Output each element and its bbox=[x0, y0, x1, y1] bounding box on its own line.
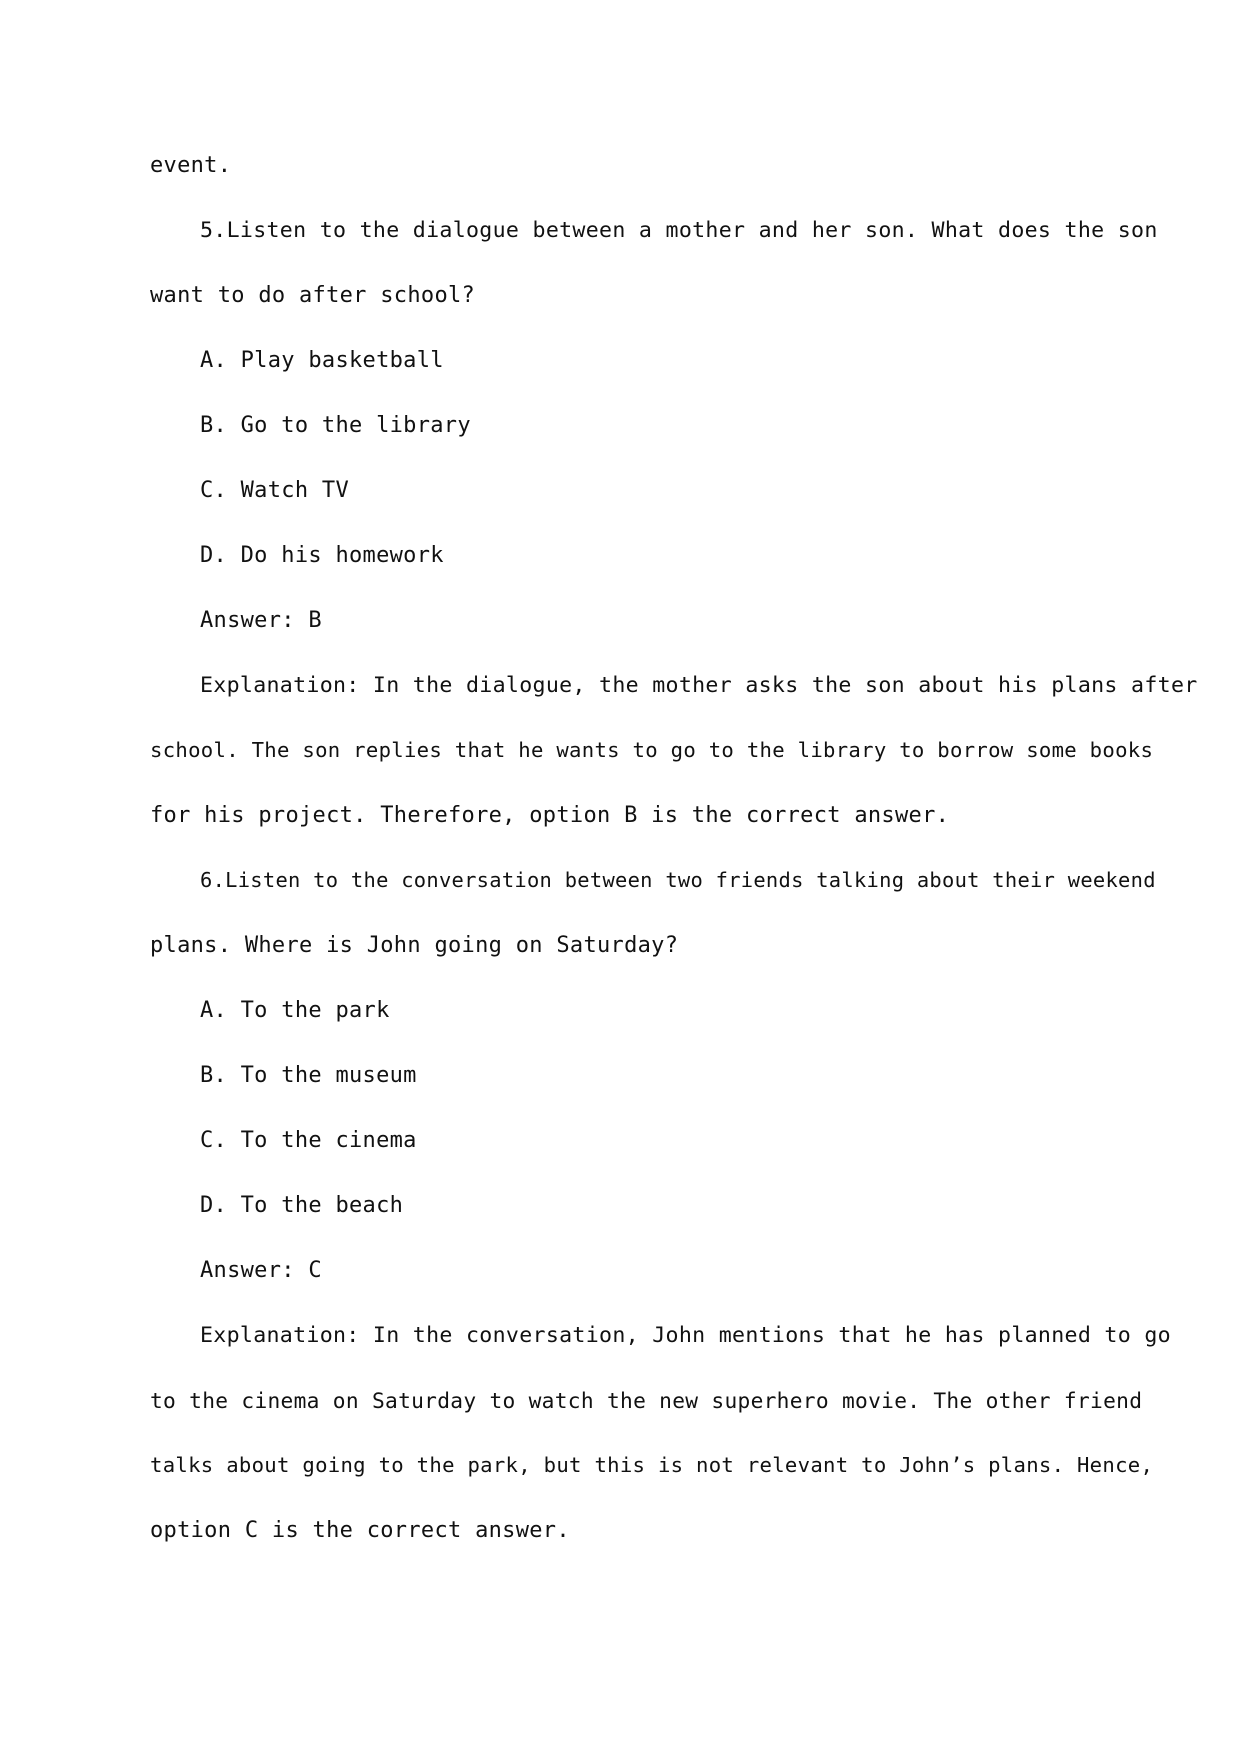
question-6-explanation: Explanation: In the conversation, John mentions that he has planned to go bbox=[200, 1323, 1171, 1348]
question-5-explanation: Explanation: In the dialogue, the mother asks the son about his plans after bbox=[200, 673, 1198, 698]
question-6-explanation-cont: to the cinema on Saturday to watch the new superhero movie. The other friend bbox=[150, 1388, 1143, 1413]
question-5-explanation-cont: school. The son replies that he wants to go to the library to borrow some books bbox=[150, 738, 1154, 762]
question-6-explanation-cont-2: talks about going to the park, but this is not relevant to John’s plans. Hence, bbox=[150, 1453, 1154, 1477]
question-6-option-d: D. To the beach bbox=[200, 1193, 404, 1218]
question-5-text: 5.Listen to the dialogue between a mother and her son. What does the son bbox=[200, 218, 1158, 243]
continuation-text: event. bbox=[150, 153, 232, 178]
question-6-explanation-end: option C is the correct answer. bbox=[150, 1518, 570, 1543]
question-5-option-c: C. Watch TV bbox=[200, 478, 349, 503]
question-5-option-b: B. Go to the library bbox=[200, 413, 471, 438]
question-5-explanation-end: for his project. Therefore, option B is the correct answer. bbox=[150, 803, 950, 828]
document-page bbox=[150, 133, 1198, 1563]
question-6-text: 6.Listen to the conversation between two friends talking about their weekend bbox=[200, 868, 1156, 892]
question-6-option-b: B. To the museum bbox=[200, 1063, 417, 1088]
question-5-option-a: A. Play basketball bbox=[200, 348, 444, 373]
question-5-option-d: D. Do his homework bbox=[200, 543, 444, 568]
question-6-option-c: C. To the cinema bbox=[200, 1128, 417, 1153]
question-6-answer: Answer: C bbox=[200, 1258, 322, 1283]
question-6-option-a: A. To the park bbox=[200, 998, 390, 1023]
question-5-answer: Answer: B bbox=[200, 608, 322, 633]
question-6-text-cont: plans. Where is John going on Saturday? bbox=[150, 933, 679, 958]
question-5-text-cont: want to do after school? bbox=[150, 283, 476, 308]
